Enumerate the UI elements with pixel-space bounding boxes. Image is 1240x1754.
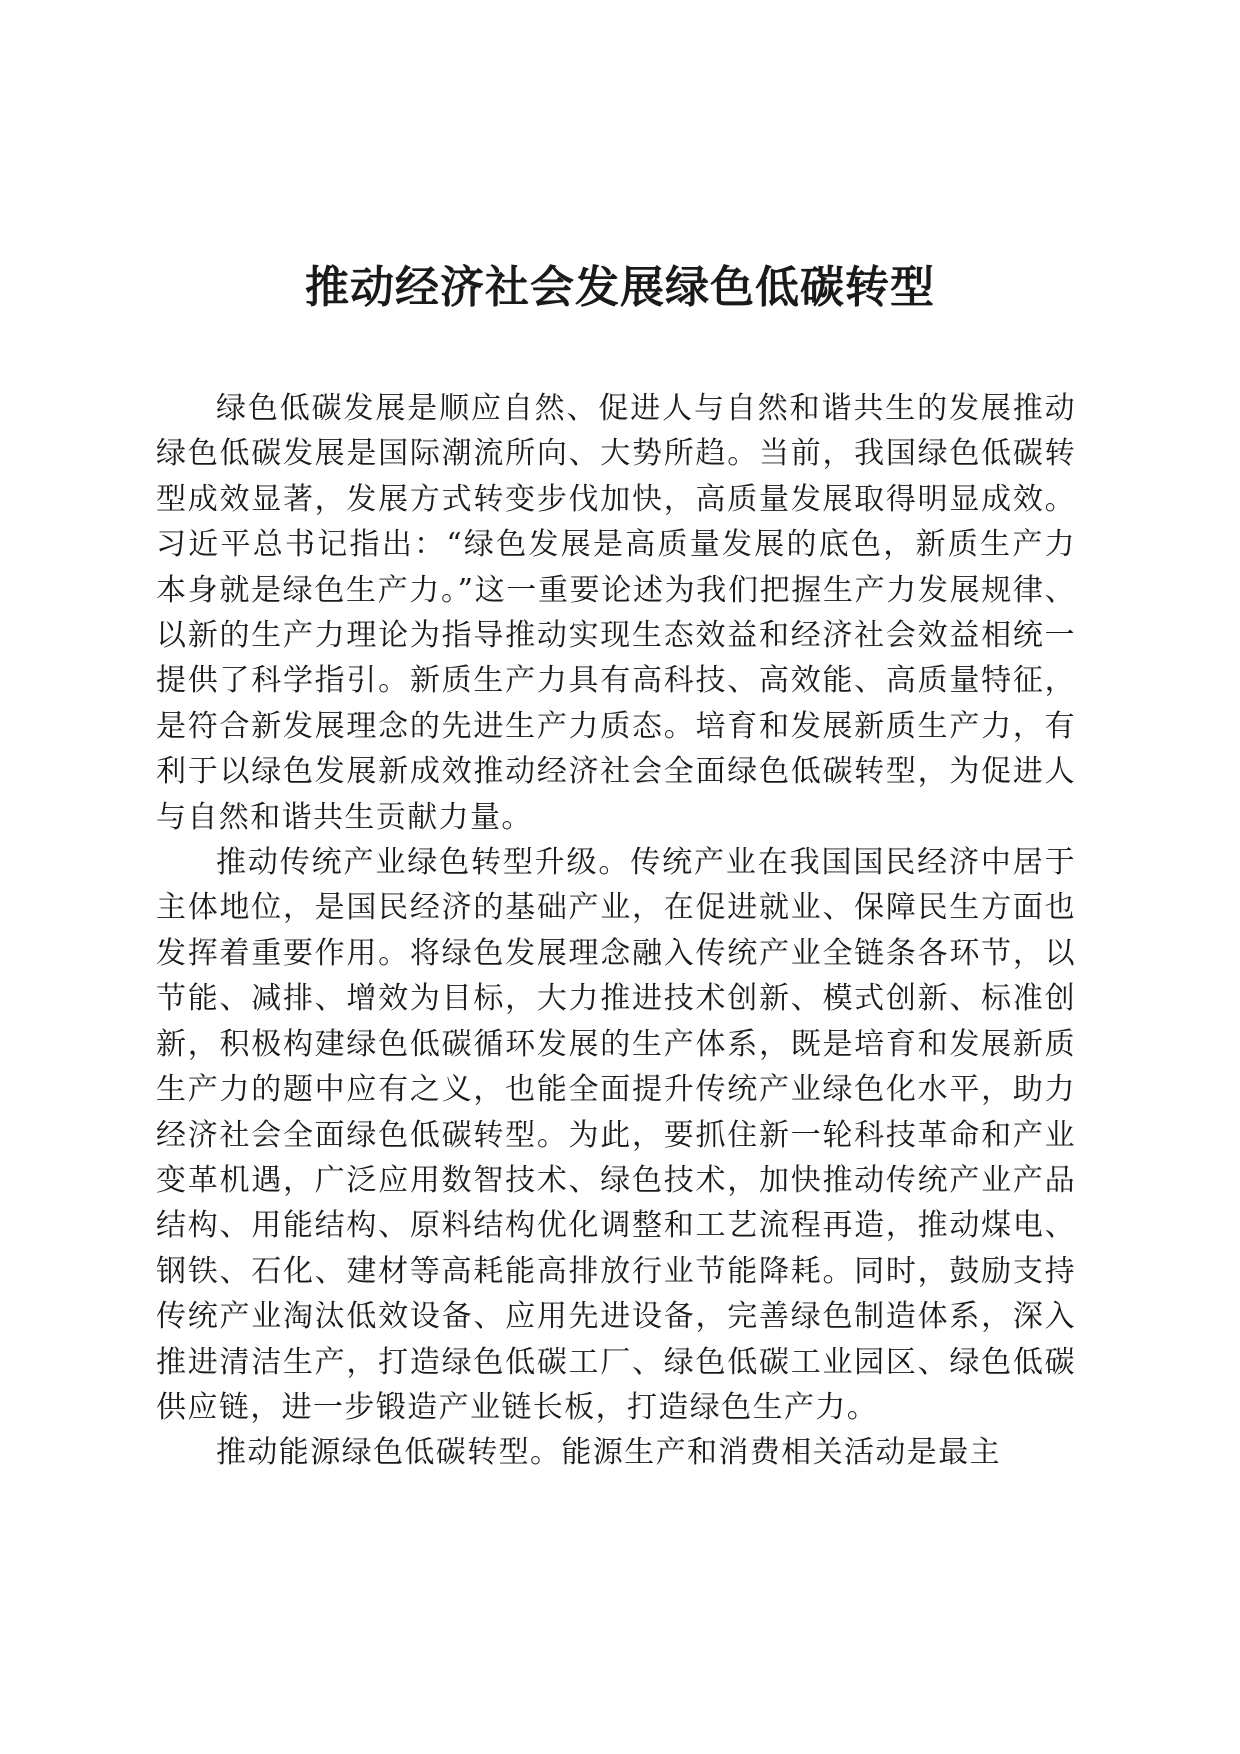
paragraph-energy-transition: 推动能源绿色低碳转型。能源生产和消费相关活动是最主 bbox=[216, 1435, 1001, 1471]
document-title: 推动经济社会发展绿色低碳转型 bbox=[305, 262, 935, 313]
paragraph-traditional-industry: 推动传统产业绿色转型升级。传统产业在我国国民经济中居于主体地位，是国民经济的基础产业，在促进就业、保障民生方面也发挥着重要作用。将绿色发展理念融入传统产业全链条各环节，以节能、减排、增效为目标，大力推进技术创新、模式创新、标准创新，积极构建绿色低碳循环发展的生产体系，既是培育和发展新质生产力的题中应有之义，也能全面提升传统产业绿色化水平，助力经济社会全面绿色低碳转型。为此，要抓住新一轮科技革命和产业变革机遇，广泛应用数智技术、绿色技术，加快推动传统产业产品结构、用能结构、原料结构优化调整和工艺流程再造，推动煤电、钢铁、石化、建材等高耗能高排放行业节能降耗。同时，鼓励支持传统产业淘汰低效设备、应用先进设备，完善绿色制造体系，深入推进清洁生产，打造绿色低碳工厂、绿色低碳工业园区、绿色低碳供应链，进一步锻造产业链长板，打造绿色生产力。 bbox=[156, 845, 1076, 1425]
document-body bbox=[156, 386, 1076, 1476]
paragraph-intro: 绿色低碳发展是顺应自然、促进人与自然和谐共生的发展推动绿色低碳发展是国际潮流所向、大势所趋。当前，我国绿色低碳转型成效显著，发展方式转变步伐加快，高质量发展取得明显成效。习近平总书记指出：“绿色发展是高质量发展的底色，新质生产力本身就是绿色生产力。”这一重要论述为我们把握生产力发展规律、以新的生产力理论为指导推动实现生态效益和经济社会效益相统一提供了科学指引。新质生产力具有高科技、高效能、高质量特征，是符合新发展理念的先进生产力质态。培育和发展新质生产力，有利于以绿色发展新成效推动经济社会全面绿色低碳转型，为促进人与自然和谐共生贡献力量。 bbox=[156, 391, 1076, 835]
